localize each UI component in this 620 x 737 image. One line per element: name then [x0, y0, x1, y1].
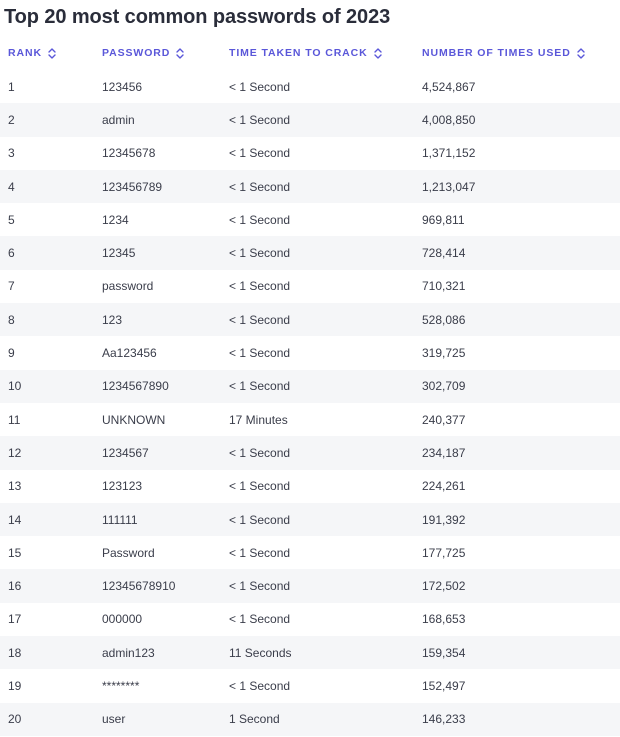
rank-cell: 12 [8, 445, 22, 460]
table-row [0, 70, 620, 103]
password-cell: Aa123456 [102, 346, 157, 361]
time-cell: < 1 Second [229, 346, 291, 361]
count-cell: 224,261 [422, 479, 466, 494]
count-cell: 177,725 [422, 545, 466, 560]
column-header-time-label: TIME TAKEN TO CRACK [229, 47, 368, 59]
table-row [0, 203, 620, 236]
password-cell: Password [102, 545, 155, 560]
table-row [0, 636, 620, 669]
time-cell: < 1 Second [229, 678, 291, 693]
password-cell: user [102, 712, 126, 727]
time-cell: < 1 Second [229, 179, 291, 194]
count-cell: 319,725 [422, 346, 466, 361]
password-cell: 1234567 [102, 445, 149, 460]
time-cell: 17 Minutes [229, 412, 288, 427]
column-header-password[interactable] [102, 36, 184, 70]
time-cell: < 1 Second [229, 479, 291, 494]
count-cell: 159,354 [422, 645, 466, 660]
table-row [0, 370, 620, 403]
password-cell: admin [102, 112, 135, 127]
count-cell: 969,811 [422, 212, 465, 227]
table-row [0, 503, 620, 536]
table-row [0, 170, 620, 203]
sort-updown-icon[interactable] [48, 48, 56, 59]
password-cell: 123123 [102, 479, 143, 494]
rank-cell: 16 [8, 579, 22, 594]
password-cell: 123456789 [102, 179, 163, 194]
table-row [0, 103, 620, 136]
rank-cell: 9 [8, 346, 15, 361]
count-cell: 172,502 [422, 579, 466, 594]
count-cell: 4,524,867 [422, 79, 476, 94]
password-cell: 12345678910 [102, 579, 176, 594]
time-cell: < 1 Second [229, 545, 291, 560]
table-row [0, 536, 620, 569]
rank-cell: 4 [8, 179, 15, 194]
count-cell: 1,213,047 [422, 179, 476, 194]
password-cell: admin123 [102, 645, 155, 660]
sort-updown-icon[interactable] [577, 48, 585, 59]
password-cell: password [102, 279, 154, 294]
rank-cell: 19 [8, 678, 22, 693]
table-header-row [0, 36, 620, 70]
table-row [0, 336, 620, 369]
password-cell: 000000 [102, 612, 143, 627]
table-row [0, 436, 620, 469]
rank-cell: 17 [8, 612, 22, 627]
rank-cell: 6 [8, 246, 15, 261]
time-cell: < 1 Second [229, 246, 291, 261]
time-cell: 11 Seconds [229, 645, 292, 660]
count-cell: 191,392 [422, 512, 466, 527]
time-cell: < 1 Second [229, 579, 291, 594]
count-cell: 302,709 [422, 379, 466, 394]
passwords-table [0, 36, 620, 736]
count-cell: 240,377 [422, 412, 466, 427]
count-cell: 710,321 [422, 279, 466, 294]
time-cell: < 1 Second [229, 612, 291, 627]
rank-cell: 20 [8, 712, 22, 727]
table-row [0, 236, 620, 269]
column-header-rank[interactable] [8, 36, 56, 70]
column-header-rank-label: RANK [8, 47, 42, 59]
count-cell: 234,187 [422, 445, 466, 460]
time-cell: < 1 Second [229, 79, 291, 94]
count-cell: 152,497 [422, 678, 466, 693]
table-row [0, 669, 620, 702]
rank-cell: 7 [8, 279, 15, 294]
count-cell: 4,008,850 [422, 112, 476, 127]
time-cell: < 1 Second [229, 445, 291, 460]
rank-cell: 13 [8, 479, 22, 494]
password-cell: 1234 [102, 212, 129, 227]
rank-cell: 3 [8, 146, 15, 161]
time-cell: < 1 Second [229, 312, 291, 327]
table-row [0, 569, 620, 602]
password-cell: ******** [102, 678, 140, 693]
column-header-time[interactable] [229, 36, 382, 70]
time-cell: < 1 Second [229, 279, 291, 294]
time-cell: < 1 Second [229, 379, 291, 394]
time-cell: 1 Second [229, 712, 280, 727]
time-cell: < 1 Second [229, 212, 291, 227]
password-cell: UNKNOWN [102, 412, 166, 427]
password-cell: 123456 [102, 79, 143, 94]
count-cell: 1,371,152 [422, 146, 476, 161]
password-cell: 1234567890 [102, 379, 169, 394]
column-header-password-label: PASSWORD [102, 47, 171, 59]
rank-cell: 18 [8, 645, 22, 660]
table-row [0, 470, 620, 503]
column-header-count[interactable] [422, 36, 585, 70]
table-row [0, 603, 620, 636]
rank-cell: 14 [8, 512, 22, 527]
count-cell: 728,414 [422, 246, 466, 261]
table-row [0, 403, 620, 436]
count-cell: 146,233 [422, 712, 466, 727]
password-cell: 12345678 [102, 146, 156, 161]
rank-cell: 11 [8, 412, 21, 427]
table-row [0, 137, 620, 170]
rank-cell: 1 [8, 79, 15, 94]
count-cell: 168,653 [422, 612, 466, 627]
sort-updown-icon[interactable] [176, 48, 184, 59]
password-cell: 111111 [102, 512, 138, 527]
rank-cell: 2 [8, 112, 15, 127]
time-cell: < 1 Second [229, 112, 291, 127]
time-cell: < 1 Second [229, 512, 291, 527]
time-cell: < 1 Second [229, 146, 291, 161]
password-cell: 123 [102, 312, 123, 327]
table-row [0, 703, 620, 736]
page-title: Top 20 most common passwords of 2023 [4, 6, 391, 28]
table-row [0, 270, 620, 303]
column-header-count-label: NUMBER OF TIMES USED [422, 47, 571, 59]
rank-cell: 15 [8, 545, 22, 560]
rank-cell: 5 [8, 212, 15, 227]
table-row [0, 303, 620, 336]
rank-cell: 8 [8, 312, 15, 327]
rank-cell: 10 [8, 379, 22, 394]
password-cell: 12345 [102, 246, 136, 261]
sort-updown-icon[interactable] [374, 48, 382, 59]
count-cell: 528,086 [422, 312, 466, 327]
